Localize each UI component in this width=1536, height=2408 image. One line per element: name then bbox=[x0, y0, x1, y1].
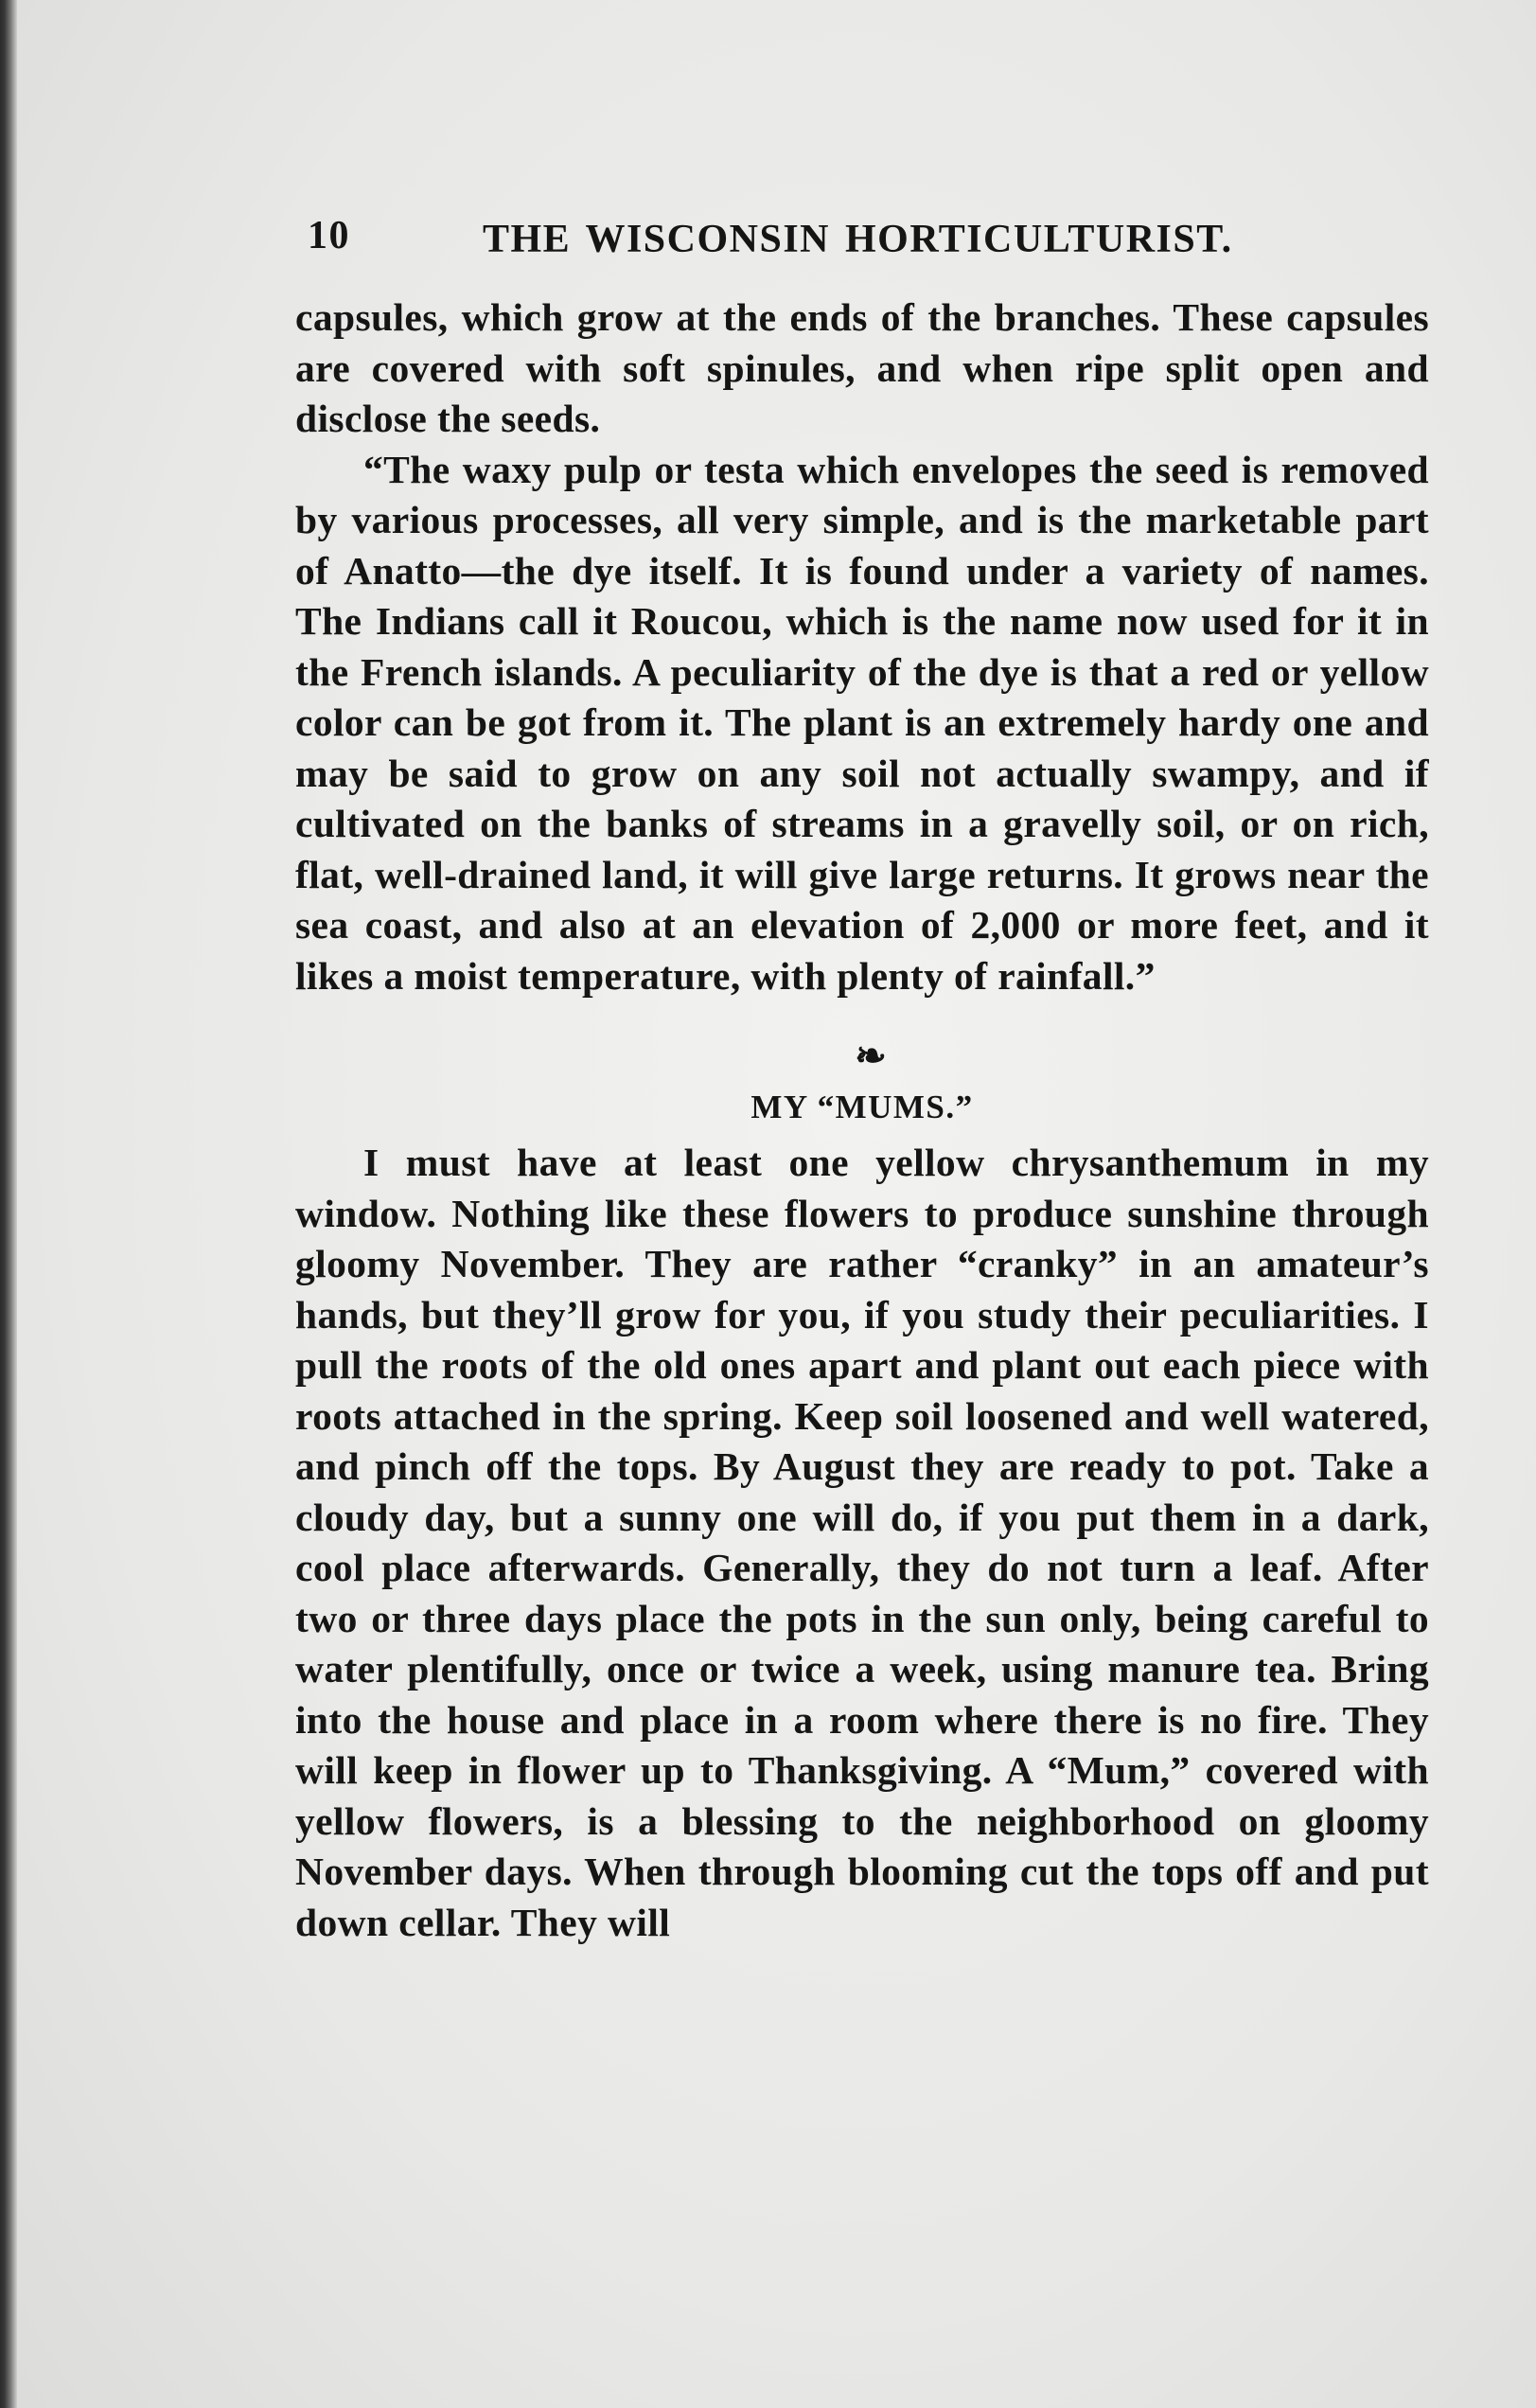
journal-title: THE WISCONSIN HORTICULTURIST. bbox=[483, 218, 1233, 261]
running-head bbox=[295, 194, 1429, 279]
page-number: 10 bbox=[308, 214, 350, 257]
section-ornament: ❧ bbox=[855, 1035, 887, 1077]
book-binding-edge bbox=[0, 0, 17, 2408]
article-paragraph: I must have at least one yellow chrysanthemum in my window. Nothing like these flowers to produce sunshine through gloomy November. They are rather “cranky” in an amateur’s hands, but they’ll grow for you, if you study their peculiarities. I pull the roots of the old ones apart and plant out each piece with roots attached in the spring. Keep soil loosened and well watered, and pinch off the tops. By August they are ready to pot. Take a cloudy day, but a sunny one will do, if you put them in a dark, cool place afterwards. Generally, they do not turn a leaf. After two or three days place the pots in the sun only, being careful to water plentifully, once or twice a week, using manure tea. Bring into the house and place in a room where there is no fire. They will keep in flower up to Thanksgiving. A “Mum,” covered with yellow flowers, is a blessing to the neighborhood on gloomy November days. When through blooming cut the tops off and put down cellar. They will bbox=[295, 1141, 1429, 1944]
quoted-paragraph: “The waxy pulp or testa which envelopes the seed is removed by various processes, all very simple, and is the marketable part of Anatto—the dye itself. It is found under a variety of names. The Indians call it Roucou, which is the name now used for it in the French islands. A peculiarity of the dye is that a red or yellow color can be got from it. The plant is an extremely hardy one and may be said to grow on any soil not actually swampy, and if cultivated on the banks of streams in a gravelly soil, or on rich, flat, well-drained land, it will give large returns. It grows near the sea coast, and also at an elevation of 2,000 or more feet, and it likes a moist temperature, with plenty of rainfall.” bbox=[295, 447, 1429, 998]
text-column bbox=[295, 194, 1429, 1948]
article-title: MY “MUMS.” bbox=[750, 1089, 974, 1125]
continued-paragraph: capsules, which grow at the ends of the branches. These capsules are covered with soft spinules, and when ripe split open and disclose the seeds. bbox=[295, 295, 1429, 440]
